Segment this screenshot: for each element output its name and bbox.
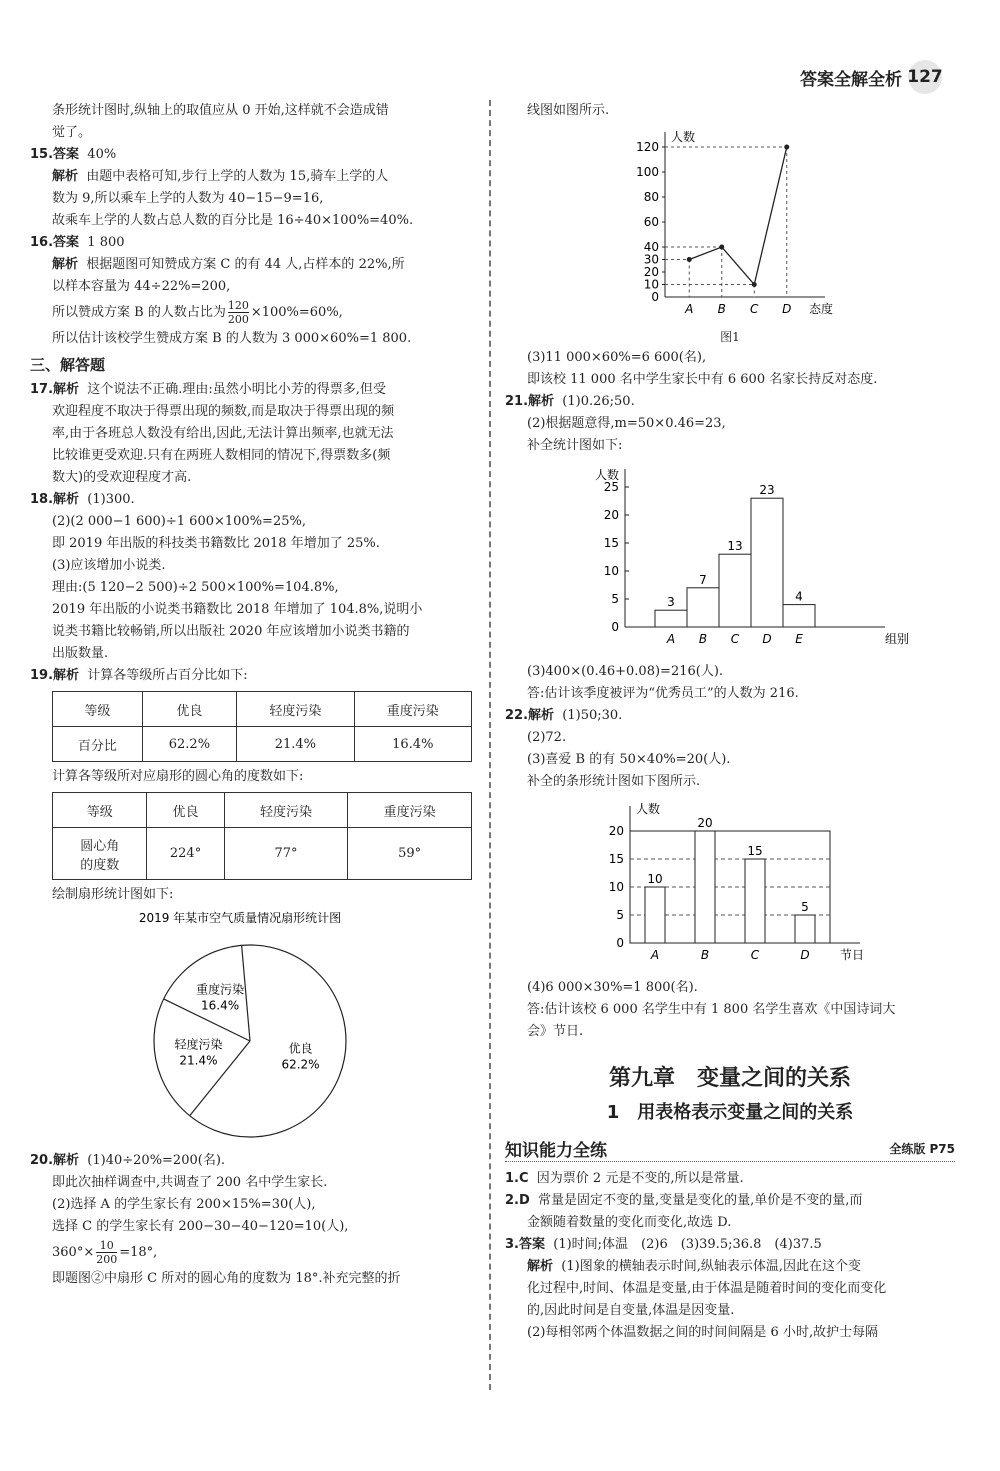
table-cell: 21.4% <box>237 727 354 762</box>
x-axis-label: 节日 <box>840 948 865 962</box>
left-column <box>30 100 475 1290</box>
section-band <box>505 1136 955 1162</box>
table-cell: 224° <box>147 828 224 880</box>
table-header: 优良 <box>142 692 237 727</box>
pie-title: 2019 年某市空气质量情况扇形统计图 <box>138 911 342 925</box>
k3-label: 3.答案 <box>505 1237 545 1252</box>
data-point <box>687 257 692 262</box>
q18 <box>30 489 475 511</box>
data-point <box>719 245 724 250</box>
band-ref: 全练版 P75 <box>889 1142 955 1156</box>
q20-label: 20.解析 <box>30 1153 80 1168</box>
section-title: 三、解答题 <box>30 356 106 374</box>
x-axis-label: 态度 <box>809 302 834 316</box>
table-header: 等级 <box>53 692 143 727</box>
data-point <box>784 145 789 150</box>
bar <box>645 887 665 943</box>
y-tick-label: 5 <box>611 592 619 606</box>
y-tick-label: 25 <box>603 480 619 494</box>
fraction-denominator: 200 <box>227 313 249 326</box>
text-line: 常量是固定不变的量,变量是变化的量,单价是不变的量,而 <box>538 1193 863 1208</box>
table-cell: 59° <box>348 828 472 880</box>
bar-value-label: 4 <box>795 589 803 604</box>
x-tick-label: E <box>795 632 803 646</box>
explain-label: 解析 <box>52 169 79 184</box>
pie-slice-label: 轻度污染 <box>174 1037 223 1052</box>
bar <box>687 588 719 627</box>
pie-slice-value: 16.4% <box>201 998 240 1013</box>
text-line: 补全的条形统计图如下图所示. <box>527 774 701 789</box>
x-tick-label: D <box>762 632 772 646</box>
q16-value: 1 800 <box>87 235 125 250</box>
bar <box>795 915 815 943</box>
chapter-title: 第九章 变量之间的关系 <box>608 1066 851 1091</box>
text-line: 即题图②中扇形 C 所对的圆心角的度数为 18°.补充完整的折 <box>52 1271 401 1286</box>
bar-value-label: 7 <box>699 572 707 587</box>
bar <box>719 554 751 627</box>
text-line: 的,因此时间是自变量,体温是因变量. <box>527 1303 735 1318</box>
text-line: 根据题图可知赞成方案 C 的有 44 人,占样本的 22%,所 <box>86 257 405 272</box>
bar-value-label: 15 <box>747 844 763 858</box>
text-line: 计算各等级所对应扇形的圆心角的度数如下: <box>52 769 304 784</box>
text-line: 条形统计图时,纵轴上的取值应从 0 开始,这样就不会造成错 <box>52 103 389 118</box>
text-line: (1)0.26;50. <box>562 394 635 409</box>
bar-value-label: 5 <box>801 900 809 914</box>
line-chart <box>505 122 925 332</box>
text-span: 所以赞成方案 B 的人数占比为 <box>52 305 226 320</box>
header-title: 答案全解全析 <box>800 69 902 90</box>
text-line: 答:估计该校 6 000 名学生中有 1 800 名学生喜欢《中国诗词大 <box>527 1002 896 1017</box>
fraction <box>96 1239 117 1266</box>
fraction-numerator: 10 <box>96 1239 117 1253</box>
table-header: 优良 <box>147 793 224 828</box>
y-tick-label: 60 <box>643 215 659 229</box>
table-cell: 77° <box>224 828 348 880</box>
text-line: 以样本容量为 44÷22%=200, <box>52 279 231 294</box>
q16-label: 16.答案 <box>30 235 80 250</box>
x-axis-label: 组别 <box>885 632 910 646</box>
explain-label: 解析 <box>52 257 79 272</box>
text-line: 即此次抽样调查中,共调查了 200 名中学生家长. <box>52 1175 328 1190</box>
q22 <box>505 705 955 727</box>
text-line: (3)应该增加小说类. <box>52 558 166 573</box>
q19 <box>30 665 475 687</box>
bar <box>745 859 765 943</box>
text-line: (2)每相邻两个体温数据之间的时间间隔是 6 小时,故护士每隔 <box>527 1325 879 1340</box>
pie-slice-value: 62.2% <box>281 1057 320 1072</box>
figure-caption: 图1 <box>720 330 740 344</box>
q17-label: 17.解析 <box>30 382 80 397</box>
q15-explain <box>30 166 475 188</box>
text-line: 计算各等级所占百分比如下: <box>87 668 248 683</box>
pie-slice-label: 重度污染 <box>196 982 245 997</box>
text-line: 欢迎程度不取决于得票出现的频数,而是取决于得票出现的频 <box>52 404 395 419</box>
bar-value-label: 10 <box>647 872 663 886</box>
y-tick-label: 30 <box>643 252 659 267</box>
text-line: 数为 9,所以乘车上学的人数为 40−15−9=16, <box>52 191 324 206</box>
bar <box>655 610 687 627</box>
text-line: 补全统计图如下: <box>527 438 623 453</box>
x-tick-label: B <box>698 632 708 646</box>
pie-slice-label: 优良 <box>288 1041 313 1056</box>
q18-label: 18.解析 <box>30 492 80 507</box>
bar-value-label: 13 <box>727 539 743 554</box>
table-cell: 62.2% <box>142 727 237 762</box>
y-tick-label: 10 <box>603 564 619 578</box>
series-line <box>689 147 787 285</box>
x-tick-label: C <box>750 302 759 316</box>
text-line: 会》节日. <box>527 1024 584 1039</box>
table-header: 轻度污染 <box>224 793 348 828</box>
lesson-title: 1 用表格表示变量之间的关系 <box>606 1102 854 1123</box>
y-tick-label: 20 <box>603 508 619 522</box>
fraction <box>228 299 249 326</box>
text-span: 360°× <box>52 1245 95 1260</box>
y-axis-label: 人数 <box>595 468 620 482</box>
bar <box>783 605 815 627</box>
text-line: 线图如图所示. <box>527 103 610 118</box>
text-line: (2)选择 A 的学生家长有 200×15%=30(人), <box>52 1197 316 1212</box>
pie-slice-boundary <box>190 1041 250 1116</box>
text-line: (2)根据题意得,m=50×0.46=23, <box>527 416 726 431</box>
text-line: 觉了。 <box>52 125 92 140</box>
table-header: 重度污染 <box>354 692 471 727</box>
text-line: 理由:(5 120−2 500)÷2 500×100%=104.8%, <box>52 580 339 595</box>
y-axis-label: 人数 <box>671 130 696 144</box>
cell-line: 圆心角 <box>80 838 120 854</box>
y-axis-label: 人数 <box>636 802 661 816</box>
text-line: 比较谁更受欢迎.只有在两班人数相同的情况下,得票数多(频 <box>52 448 391 463</box>
text-line: (1)50;30. <box>562 708 623 723</box>
page-number: 127 <box>908 60 942 94</box>
bar <box>751 498 783 627</box>
text-span: =18°, <box>119 1245 158 1260</box>
text-line: (1)时间;体温 (2)6 (3)39.5;36.8 (4)37.5 <box>553 1237 822 1252</box>
text-line: (4)6 000×30%=1 800(名). <box>527 980 698 995</box>
fraction-numerator: 120 <box>227 299 249 312</box>
q15-answer <box>30 144 475 166</box>
angle-table <box>52 792 472 880</box>
q16-explain <box>30 254 475 276</box>
text-line: 2019 年出版的小说类书籍数比 2018 年增加了 104.8%,说明小 <box>52 602 423 617</box>
bar-chart-festival <box>505 793 925 973</box>
q15-value: 40% <box>87 147 117 162</box>
text-line: 即该校 11 000 名中学生家长中有 6 600 名家长持反对态度. <box>527 372 878 387</box>
text-line: (2)72. <box>527 730 567 745</box>
q17 <box>30 379 475 401</box>
x-tick-label: C <box>730 632 740 646</box>
text-line: 所以估计该校学生赞成方案 B 的人数为 3 000×60%=1 800. <box>52 331 412 346</box>
text-line: (1)300. <box>87 492 135 507</box>
text-line: 出版数量. <box>52 646 109 661</box>
q21-label: 21.解析 <box>505 394 555 409</box>
q19-label: 19.解析 <box>30 668 80 683</box>
k2 <box>505 1190 955 1212</box>
bar-value-label: 3 <box>667 595 675 610</box>
y-tick-label: 15 <box>608 852 624 866</box>
page-header <box>800 60 942 94</box>
q16-fraction-line <box>30 298 475 328</box>
text-line: 故乘车上学的人数占总人数的百分比是 16÷40×100%=40%. <box>52 213 414 228</box>
text-line: 数大)的受欢迎程度才高. <box>52 470 192 485</box>
text-line: (1)40÷20%=200(名). <box>87 1153 226 1168</box>
y-tick-label: 100 <box>636 165 659 179</box>
bar-value-label: 20 <box>697 816 713 830</box>
x-tick-label: B <box>717 302 726 316</box>
band-title: 知识能力全练 <box>505 1141 607 1161</box>
table-header: 等级 <box>53 793 147 828</box>
right-column <box>505 100 955 1344</box>
text-line: (3)400×(0.46+0.08)=216(人). <box>527 664 724 679</box>
q16-answer <box>30 232 475 254</box>
table-cell: 百分比 <box>53 727 143 762</box>
text-line: (2)(2 000−1 600)÷1 600×100%=25%, <box>52 514 306 529</box>
text-line: 答:估计该季度被评为“优秀员工”的人数为 216. <box>527 686 799 701</box>
text-line: 绘制扇形统计图如下: <box>52 887 174 902</box>
y-tick-label: 0 <box>651 290 659 304</box>
text-line: 即 2019 年出版的科技类书籍数比 2018 年增加了 25%. <box>52 536 380 551</box>
k3 <box>505 1234 955 1256</box>
x-tick-label: A <box>685 302 694 316</box>
table-header: 重度污染 <box>348 793 472 828</box>
table-cell: 16.4% <box>354 727 471 762</box>
text-line: 金额随着数量的变化而变化,故选 D. <box>527 1215 732 1230</box>
q20-fraction-line <box>30 1238 475 1268</box>
y-tick-label: 0 <box>611 620 619 634</box>
text-span: ×100%=60%, <box>250 305 343 320</box>
text-line: 说类书籍比较畅销,所以出版社 2020 年应该增加小说类书籍的 <box>52 624 410 639</box>
k1-label: 1.C <box>505 1171 529 1186</box>
text-line: (3)11 000×60%=6 600(名), <box>527 350 707 365</box>
q20 <box>30 1150 475 1172</box>
x-tick-label: D <box>800 948 810 962</box>
explain-label: 解析 <box>527 1259 554 1274</box>
pie-chart <box>30 906 470 1146</box>
column-divider <box>489 100 491 1390</box>
fraction-denominator: 200 <box>96 1253 118 1266</box>
y-tick-label: 5 <box>616 908 624 922</box>
k2-label: 2.D <box>505 1193 530 1208</box>
text-line: 选择 C 的学生家长有 200−30−40−120=10(人), <box>52 1219 349 1234</box>
q21 <box>505 391 955 413</box>
x-tick-label: A <box>650 948 660 962</box>
table-header: 轻度污染 <box>237 692 354 727</box>
k1 <box>505 1168 955 1190</box>
q22-label: 22.解析 <box>505 708 555 723</box>
text-line: 率,由于各班总人数没有给出,因此,无法计算出频率,也就无法 <box>52 426 394 441</box>
text-line: 这个说法不正确.理由:虽然小明比小芳的得票多,但受 <box>87 382 386 397</box>
bar <box>695 831 715 943</box>
x-tick-label: B <box>700 948 710 962</box>
cell-line: 的度数 <box>80 857 120 873</box>
q15-label: 15.答案 <box>30 147 80 162</box>
y-tick-label: 120 <box>636 140 659 154</box>
y-tick-label: 20 <box>643 265 659 279</box>
y-tick-label: 10 <box>643 277 659 292</box>
text-line: (3)喜爱 B 的有 50×40%=20(人). <box>527 752 731 767</box>
data-point <box>752 282 757 287</box>
y-tick-label: 10 <box>608 880 624 894</box>
x-tick-label: A <box>666 632 676 646</box>
y-tick-label: 40 <box>643 240 659 254</box>
pie-slice-value: 21.4% <box>179 1053 218 1068</box>
y-tick-label: 20 <box>608 824 624 838</box>
text-line: (1)图象的横轴表示时间,纵轴表示体温,因此在这个变 <box>561 1259 861 1274</box>
bar-chart-groups <box>505 457 925 657</box>
table-cell <box>53 828 147 880</box>
text-line: 由题中表格可知,步行上学的人数为 15,骑车上学的人 <box>86 169 389 184</box>
y-tick-label: 0 <box>616 936 624 950</box>
x-tick-label: D <box>782 302 792 316</box>
bar-value-label: 23 <box>759 483 775 498</box>
k3-explain <box>505 1256 955 1278</box>
y-tick-label: 80 <box>643 190 659 204</box>
y-tick-label: 15 <box>603 536 619 550</box>
text-line: 因为票价 2 元是不变的,所以是常量. <box>536 1171 744 1186</box>
percent-table <box>52 691 472 762</box>
x-tick-label: C <box>750 948 760 962</box>
text-line: 化过程中,时间、体温是变量,由于体温是随着时间的变化而变化 <box>527 1281 887 1296</box>
